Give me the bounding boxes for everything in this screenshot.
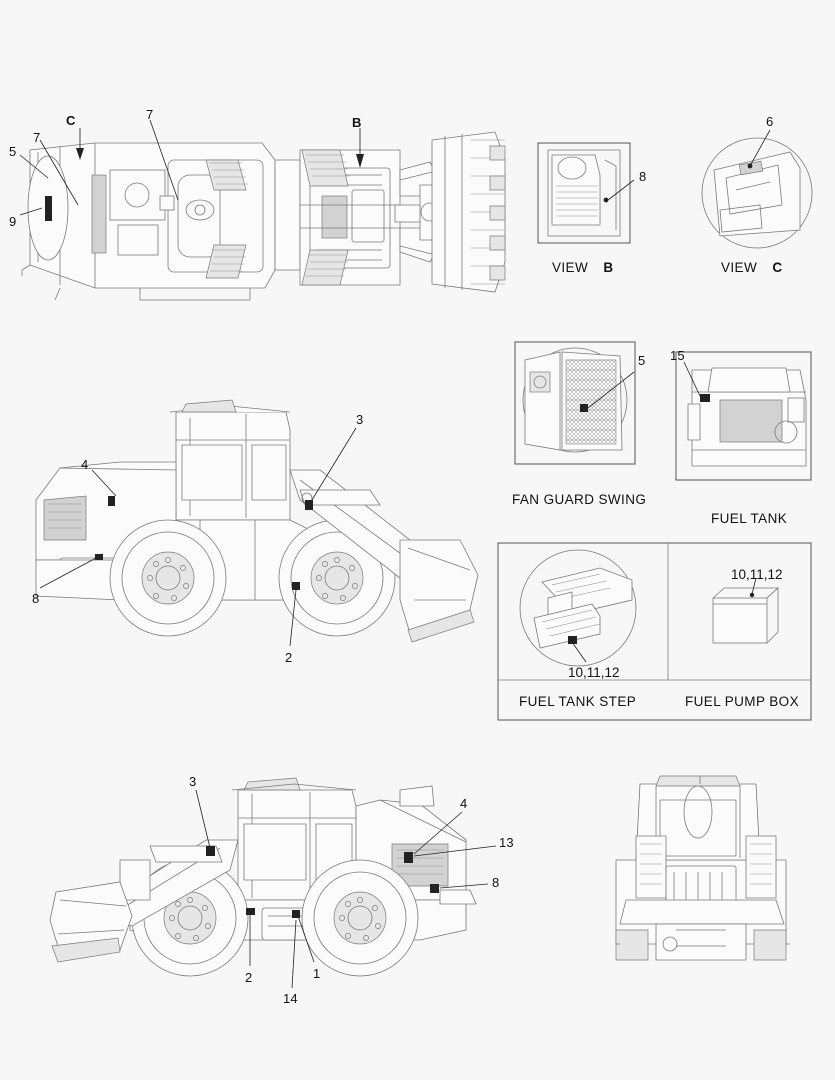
callout-8-opposite-side: 8 (492, 875, 500, 890)
fan-guard-swing-detail (515, 342, 635, 464)
callout-4-side: 4 (81, 457, 89, 472)
callout-4-opposite-side: 4 (460, 796, 468, 811)
callout-13-opposite-side: 13 (499, 835, 514, 850)
caption-view-c-letter: C (772, 260, 783, 275)
caption-view-c (721, 261, 782, 275)
side-elevation-view (36, 400, 478, 646)
callout-15-fuel-tank: 15 (670, 348, 685, 363)
opposite-side-elevation-view (50, 778, 496, 988)
caption-fuel-tank: FUEL TANK (711, 511, 788, 526)
caption-view-b-prefix: VIEW (552, 260, 589, 275)
caption-view-c-prefix: VIEW (721, 260, 758, 275)
callout-b-top: B (352, 115, 362, 130)
callout-5-fan-guard: 5 (638, 353, 646, 368)
callout-2-opposite-side: 2 (245, 970, 253, 985)
rear-elevation-view (616, 776, 790, 960)
callout-7-top-left: 7 (33, 130, 41, 145)
caption-fan-guard-swing: FAN GUARD SWING (512, 492, 647, 507)
caption-fuel-tank-step: FUEL TANK STEP (519, 694, 637, 709)
callout-8-view-b: 8 (639, 169, 647, 184)
callout-8-side: 8 (32, 591, 40, 606)
caption-view-b-letter: B (603, 260, 614, 275)
callout-3-opposite-side: 3 (189, 774, 197, 789)
callout-101112-fuel-pump-box: 10,11,12 (731, 567, 783, 582)
caption-fuel-pump-box: FUEL PUMP BOX (685, 694, 799, 709)
fuel-tank-detail (676, 352, 811, 480)
callout-5-top: 5 (9, 144, 17, 159)
callout-3-side: 3 (356, 412, 364, 427)
callout-14-opposite-side: 14 (283, 991, 298, 1006)
callout-7-top-right: 7 (146, 107, 154, 122)
callout-2-side: 2 (285, 650, 293, 665)
callout-c-top: C (66, 113, 76, 128)
callout-9-top: 9 (9, 214, 17, 229)
top-plan-view (20, 120, 505, 300)
view-c-detail (702, 130, 812, 248)
caption-view-b (552, 261, 613, 275)
view-b-detail (538, 143, 634, 243)
callout-101112-fuel-tank-step: 10,11,12 (568, 665, 620, 680)
callout-6-view-c: 6 (766, 114, 774, 129)
callout-1-opposite-side: 1 (313, 966, 321, 981)
